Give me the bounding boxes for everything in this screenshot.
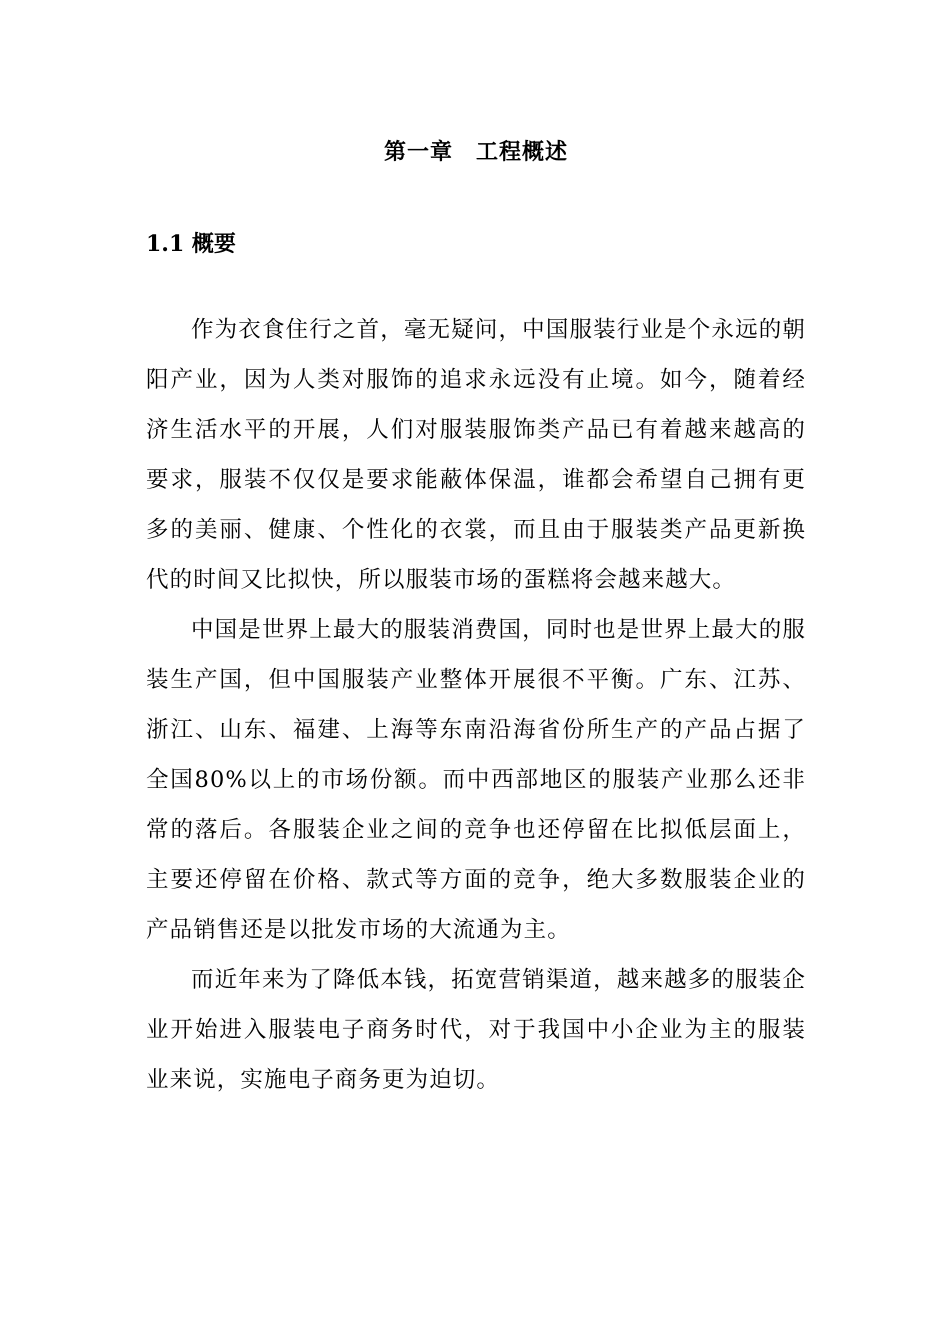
- section-heading: 1.1 概要: [146, 231, 236, 257]
- paragraph: 而近年来为了降低本钱，拓宽营销渠道，越来越多的服装企业开始进入服装电子商务时代，对于我国中小企业为主的服装业来说，实施电子商务更为迫切。: [146, 967, 806, 1093]
- paragraph: 中国是世界上最大的服装消费国，同时也是世界上最大的服装生产国，但中国服装产业整体开展很不平衡。广东、江苏、浙江、山东、福建、上海等东南沿海省份所生产的产品占据了全国80%以上的市场份额。而中西部地区的服装产业那么还非常的落后。各服装企业之间的竞争也还停留在比拟低层面上，主要还停留在价格、款式等方面的竞争，绝大多数服装企业的产品销售还是以批发市场的大流通为主。: [146, 617, 806, 943]
- chapter-title: 第一章 工程概述: [383, 139, 568, 165]
- paragraph: 作为衣食住行之首，毫无疑问，中国服装行业是个永远的朝阳产业，因为人类对服饰的追求永远没有止境。如今，随着经济生活水平的开展，人们对服装服饰类产品已有着越来越高的要求，服装不仅仅是要求能蔽体保温，谁都会希望自己拥有更多的美丽、健康、个性化的衣裳，而且由于服装类产品更新换代的时间又比拟快，所以服装市场的蛋糕将会越来越大。: [146, 317, 806, 593]
- document-body: [146, 305, 806, 1105]
